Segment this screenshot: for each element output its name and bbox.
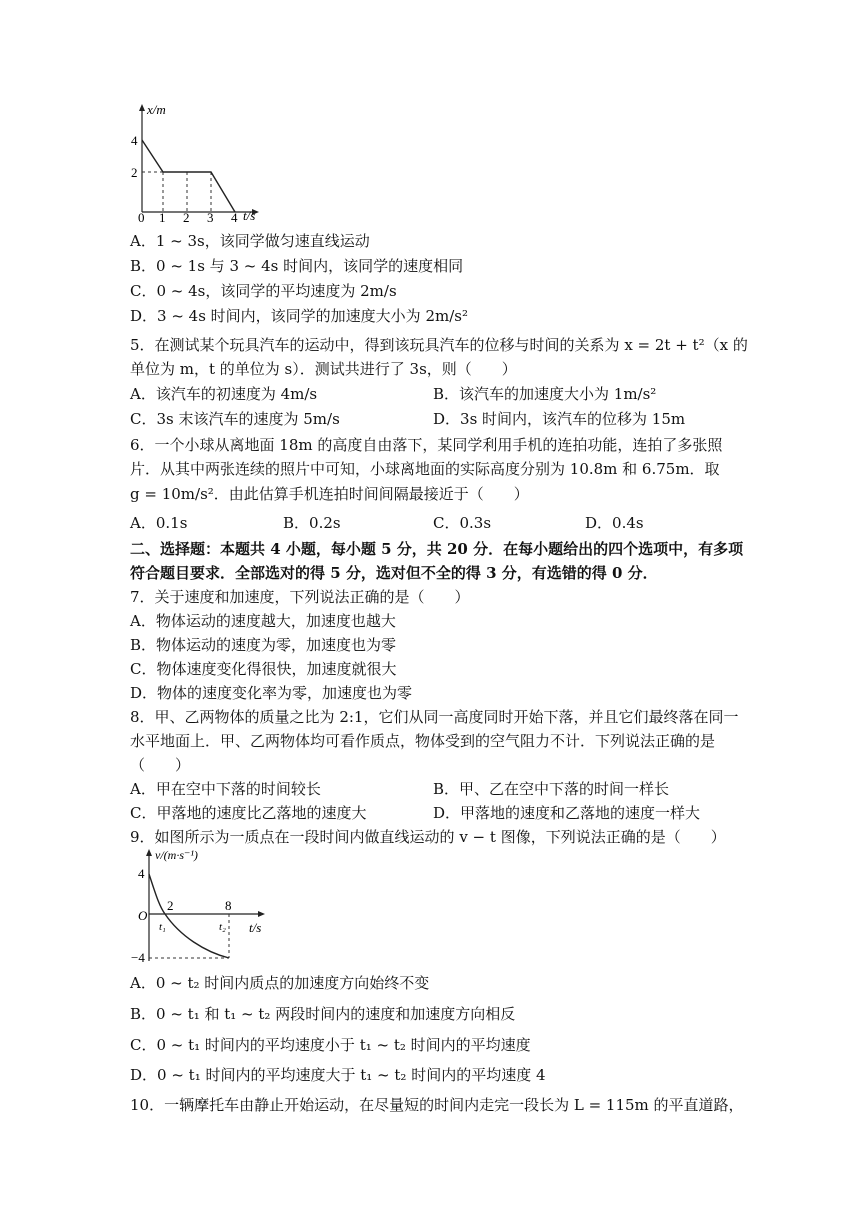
x-tick-3: 3 [207, 210, 214, 224]
q4-option-a: A．1 ~ 3s，该同学做匀速直线运动 [130, 232, 370, 250]
v-t-graph [125, 846, 275, 966]
q8-stem-line1: 8．甲、乙两物体的质量之比为 2:1，它们从同一高度同时开始下落，并且它们最终落在同一 [130, 708, 739, 726]
q6-option-a: A．0.1s [130, 514, 188, 532]
q7-option-a: A．物体运动的速度越大，加速度也越大 [130, 612, 396, 630]
t2-value-label: 8 [225, 898, 232, 913]
v-bottom-label: −4 [131, 950, 145, 965]
t2-label: t₂ [219, 921, 226, 933]
y-tick-2: 2 [131, 165, 138, 180]
q7-option-b: B．物体运动的速度为零，加速度也为零 [130, 636, 397, 654]
origin-label: O [138, 908, 148, 923]
q4-option-c: C．0 ~ 4s，该同学的平均速度为 2m/s [130, 282, 397, 300]
y-tick-4: 4 [131, 133, 138, 148]
q8-option-b: B．甲、乙在空中下落的时间一样长 [433, 780, 670, 798]
v-axis-label: v/(m·s⁻¹) [155, 848, 198, 862]
q9-stem: 9．如图所示为一质点在一段时间内做直线运动的 v − t 图像，下列说法正确的是（ ） [130, 828, 726, 846]
q7-stem: 7．关于速度和加速度，下列说法正确的是（ ） [130, 588, 470, 606]
q6-stem-line1: 6．一个小球从离地面 18m 的高度自由落下，某同学利用手机的连拍功能，连拍了多张照 [130, 436, 723, 454]
v-t-curve [149, 874, 229, 958]
x-axis-label: t/s [243, 208, 256, 223]
q8-option-c: C．甲落地的速度比乙落地的速度大 [130, 804, 367, 822]
q8-stem-line3: （ ） [130, 756, 191, 774]
q9-option-c: C．0 ~ t₁ 时间内的平均速度小于 t₁ ~ t₂ 时间内的平均速度 [130, 1036, 531, 1054]
q4-option-d: D．3 ~ 4s 时间内，该同学的加速度大小为 2m/s² [130, 307, 468, 325]
q9-option-a: A．0 ~ t₂ 时间内质点的加速度方向始终不变 [130, 974, 430, 992]
t-axis-label: t/s [249, 920, 262, 935]
x-tick-1: 1 [159, 210, 166, 224]
q10-stem-line1: 10．一辆摩托车由静止开始运动，在尽量短的时间内走完一段长为 L = 115m 的平直道路， [130, 1096, 744, 1114]
x-tick-0: 0 [138, 210, 145, 224]
x-tick-2: 2 [183, 210, 190, 224]
q8-option-d: D．甲落地的速度和乙落地的速度一样大 [433, 804, 701, 822]
q6-option-d: D．0.4s [585, 514, 644, 532]
v-axis-arrow [146, 849, 152, 856]
q7-option-c: C．物体速度变化得很快，加速度就很大 [130, 660, 397, 678]
t-axis-arrow [258, 911, 265, 917]
q9-option-b: B．0 ~ t₁ 和 t₁ ~ t₂ 两段时间内的速度和加速度方向相反 [130, 1005, 516, 1023]
q6-option-c: C．0.3s [433, 514, 492, 532]
q5-option-d: D．3s 时间内，该汽车的位移为 15m [433, 410, 686, 428]
y-axis-label: x/m [147, 102, 166, 117]
q6-stem-line3: g = 10m/s²．由此估算手机连拍时间间隔最接近于（ ） [130, 485, 529, 503]
q6-option-b: B．0.2s [283, 514, 341, 532]
q9-option-d: D．0 ~ t₁ 时间内的平均速度大于 t₁ ~ t₂ 时间内的平均速度 4 [130, 1066, 546, 1084]
section2-heading-line2: 符合题目要求．全部选对的得 5 分，选对但不全的得 3 分，有选错的得 0 分． [130, 564, 658, 582]
x-tick-4: 4 [231, 210, 238, 224]
q5-option-b: B．该汽车的加速度大小为 1m/s² [433, 385, 657, 403]
q5-stem-line2: 单位为 m，t 的单位为 s）．测试共进行了 3s，则（ ） [130, 360, 517, 378]
q5-stem-line1: 5．在测试某个玩具汽车的运动中，得到该玩具汽车的位移与时间的关系为 x = 2t + t²（x 的 [130, 336, 748, 354]
q5-option-a: A．该汽车的初速度为 4m/s [130, 385, 318, 403]
t1-label: t₁ [159, 921, 166, 933]
q7-option-d: D．物体的速度变化率为零，加速度也为零 [130, 684, 413, 702]
v-top-label: 4 [138, 866, 145, 881]
q8-stem-line2: 水平地面上．甲、乙两物体均可看作质点，物体受到的空气阻力不计．下列说法正确的是 [130, 732, 716, 750]
q5-option-c: C．3s 末该汽车的速度为 5m/s [130, 410, 340, 428]
y-axis-arrow [139, 104, 145, 111]
q4-option-b: B．0 ~ 1s 与 3 ~ 4s 时间内，该同学的速度相同 [130, 257, 464, 275]
x-t-graph [125, 100, 275, 224]
x-t-line [142, 140, 235, 212]
t1-value-label: 2 [167, 898, 174, 913]
section2-heading-line1: 二、选择题：本题共 4 小题，每小题 5 分，共 20 分．在每小题给出的四个选项中，有多项 [130, 540, 744, 558]
q8-option-a: A．甲在空中下落的时间较长 [130, 780, 321, 798]
q6-stem-line2: 片．从其中两张连续的照片中可知，小球离地面的实际高度分别为 10.8m 和 6.75m．取 [130, 460, 720, 478]
